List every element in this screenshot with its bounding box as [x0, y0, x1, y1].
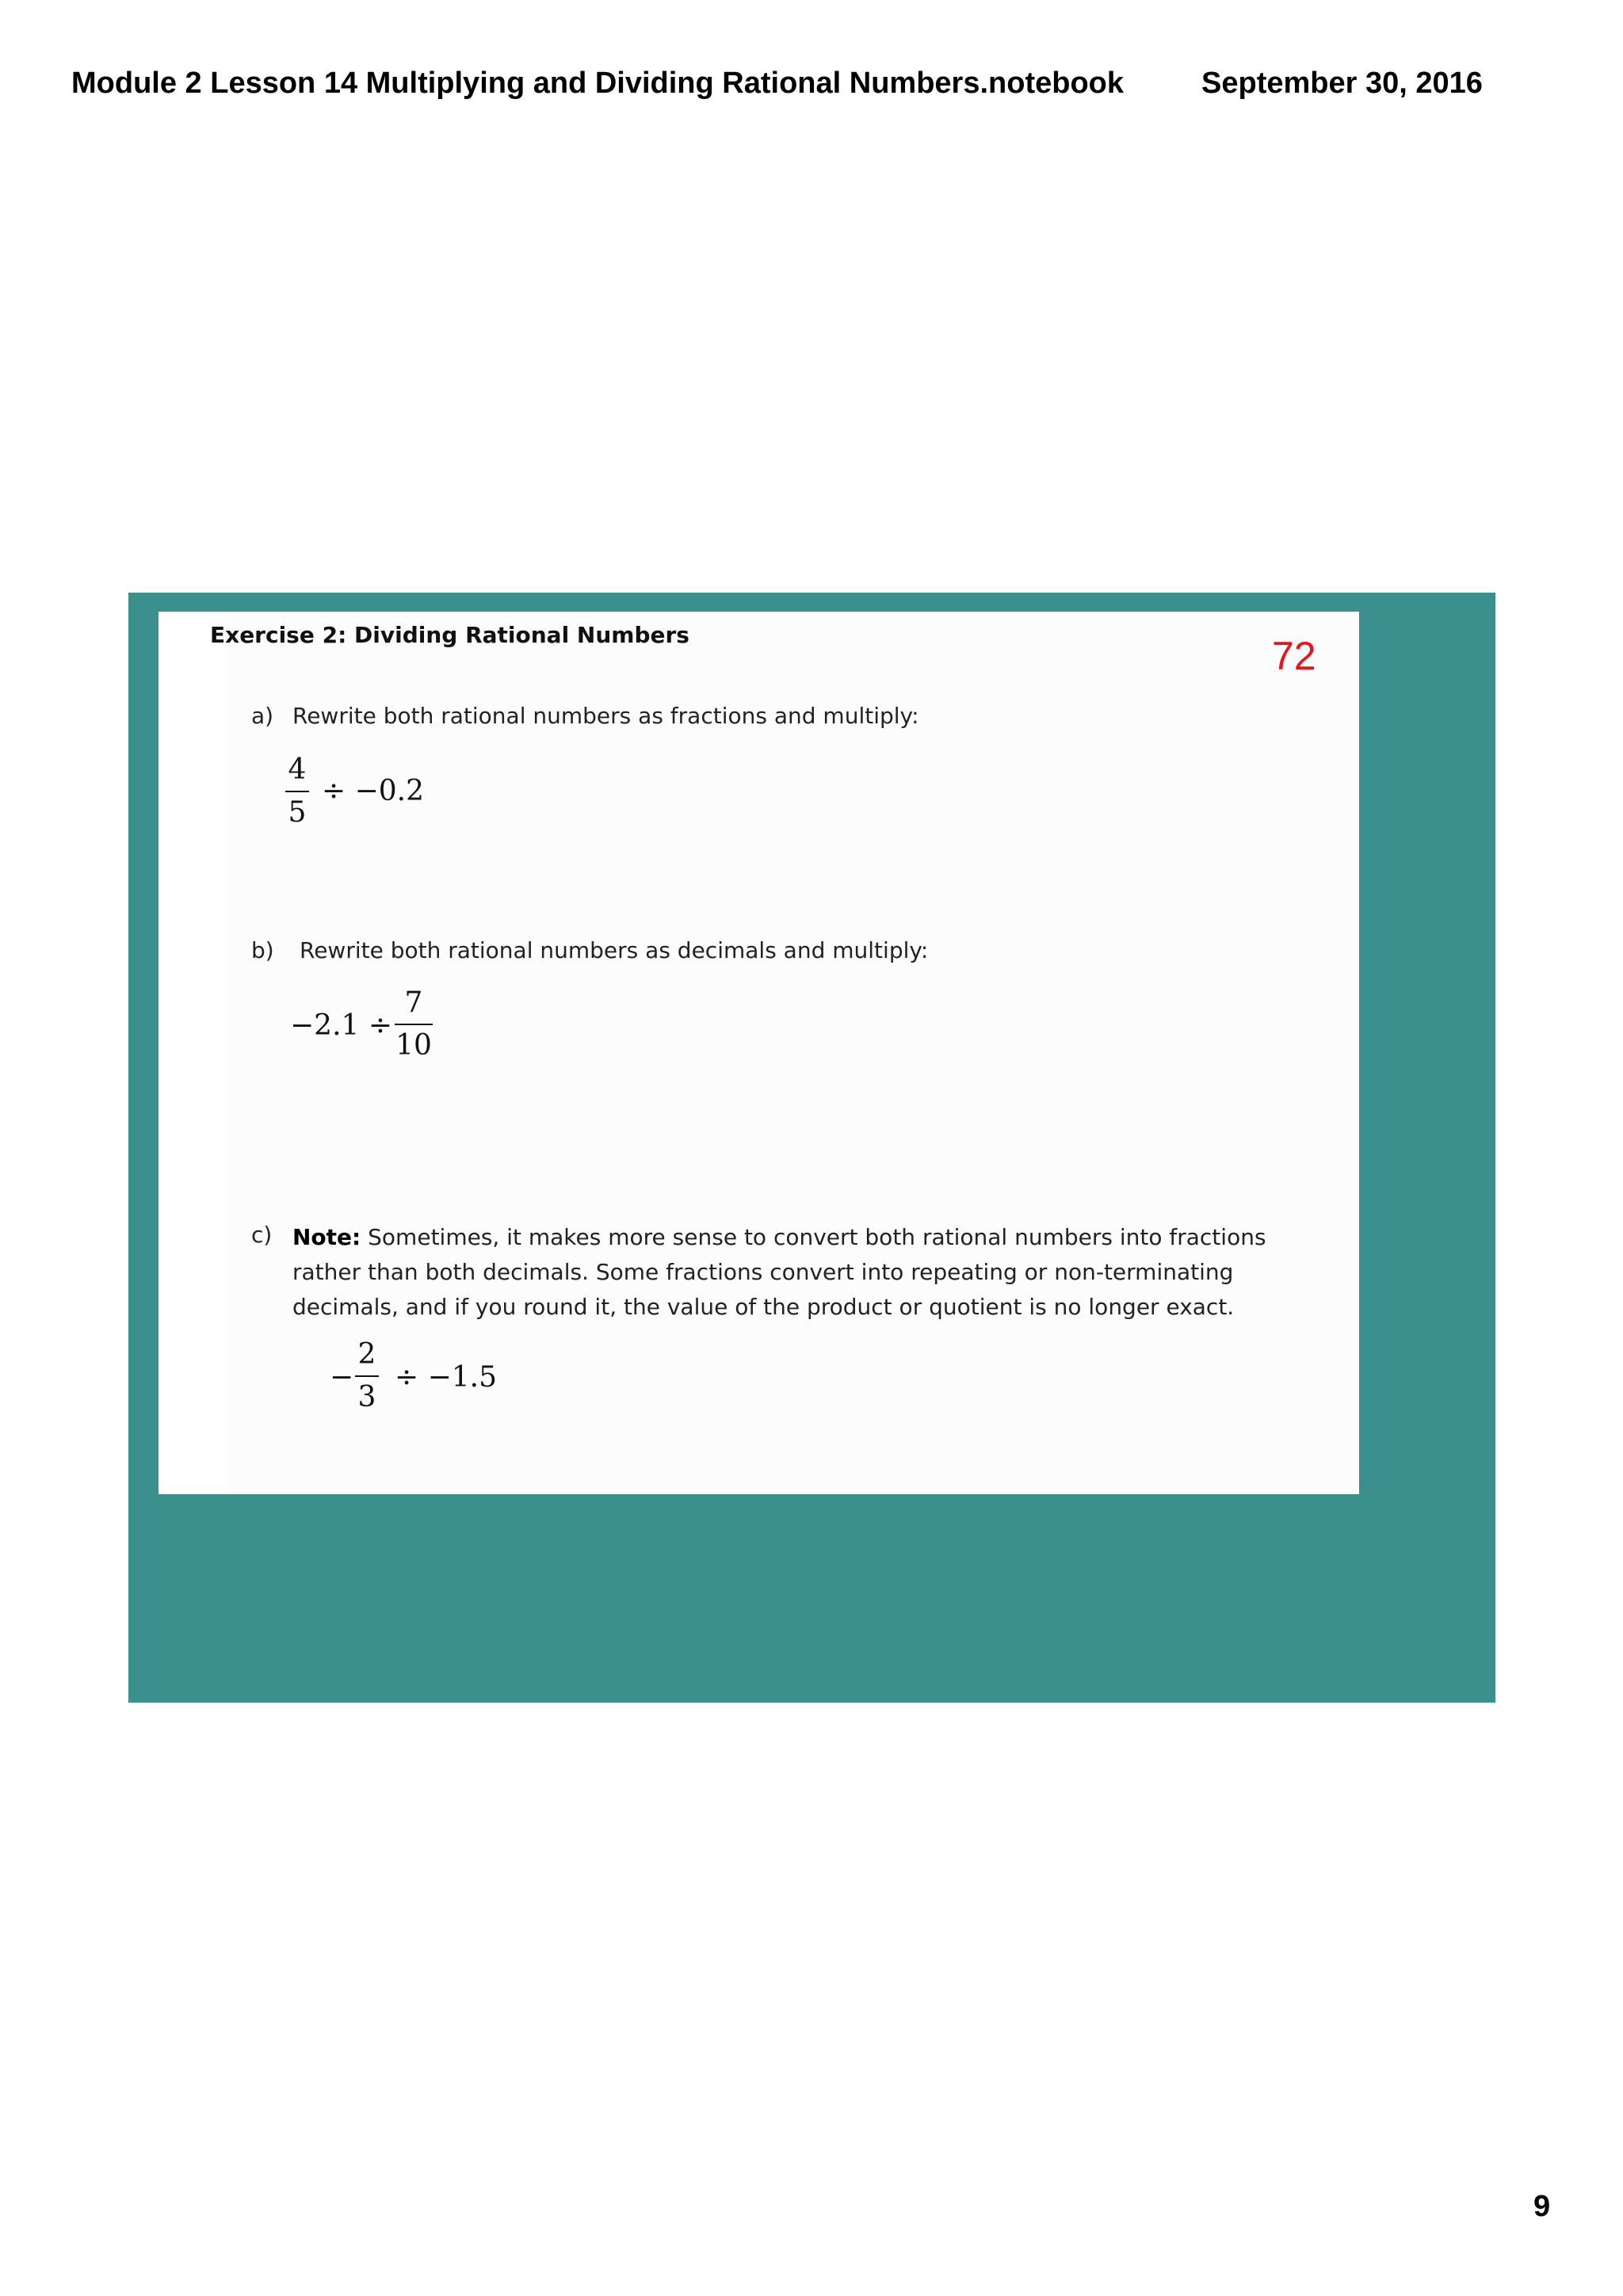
note-text: Sometimes, it makes more sense to convert both rational numbers into fractions	[368, 1224, 1266, 1250]
part-c-expression	[330, 1337, 567, 1432]
part-c-fraction	[355, 1337, 379, 1415]
handwritten-annotation: 72	[1272, 634, 1316, 678]
part-b-numerator: 7	[404, 986, 423, 1019]
part-b-letter: b)	[251, 937, 274, 963]
exercise-card	[158, 612, 1359, 1494]
exercise-title: Exercise 2: Dividing Rational Numbers	[210, 622, 689, 648]
part-a-expression	[285, 753, 523, 840]
fraction-bar	[285, 791, 309, 792]
part-c-note	[292, 1220, 1267, 1325]
part-a-numerator: 4	[288, 753, 307, 786]
note-label: Note:	[292, 1224, 361, 1250]
part-c-denominator: 3	[357, 1381, 376, 1413]
part-a-fraction	[285, 753, 309, 830]
part-a-denominator: 5	[288, 796, 307, 829]
part-b-lead: −2.1 ÷	[290, 1009, 393, 1042]
fraction-bar	[395, 1024, 433, 1025]
part-b-instruction: Rewrite both rational numbers as decimals and multiply:	[300, 937, 929, 963]
part-b-expression	[290, 986, 528, 1073]
part-c-sign: −	[330, 1361, 354, 1394]
part-a-operator: ÷ −0.2	[322, 775, 425, 807]
fraction-bar	[355, 1375, 379, 1377]
note-line	[292, 1220, 1267, 1255]
document-title: Module 2 Lesson 14 Multiplying and Dividing Rational Numbers.notebook	[71, 67, 1124, 100]
page-header	[71, 63, 1553, 103]
part-b-denominator: 10	[395, 1029, 432, 1062]
page-number: 9	[1533, 2190, 1551, 2223]
part-a-instruction: Rewrite both rational numbers as fractions and multiply:	[292, 703, 919, 729]
document-date: September 30, 2016	[1201, 67, 1483, 100]
part-c-operator: ÷ −1.5	[395, 1361, 498, 1394]
part-a-letter: a)	[251, 703, 274, 729]
note-line: decimals, and if you round it, the value of the product or quotient is no longer exact.	[292, 1294, 1235, 1320]
part-c-numerator: 2	[357, 1338, 376, 1371]
note-line: rather than both decimals. Some fractions convert into repeating or non-terminating	[292, 1259, 1234, 1285]
part-b-fraction	[395, 986, 433, 1063]
part-c-letter: c)	[251, 1222, 273, 1248]
